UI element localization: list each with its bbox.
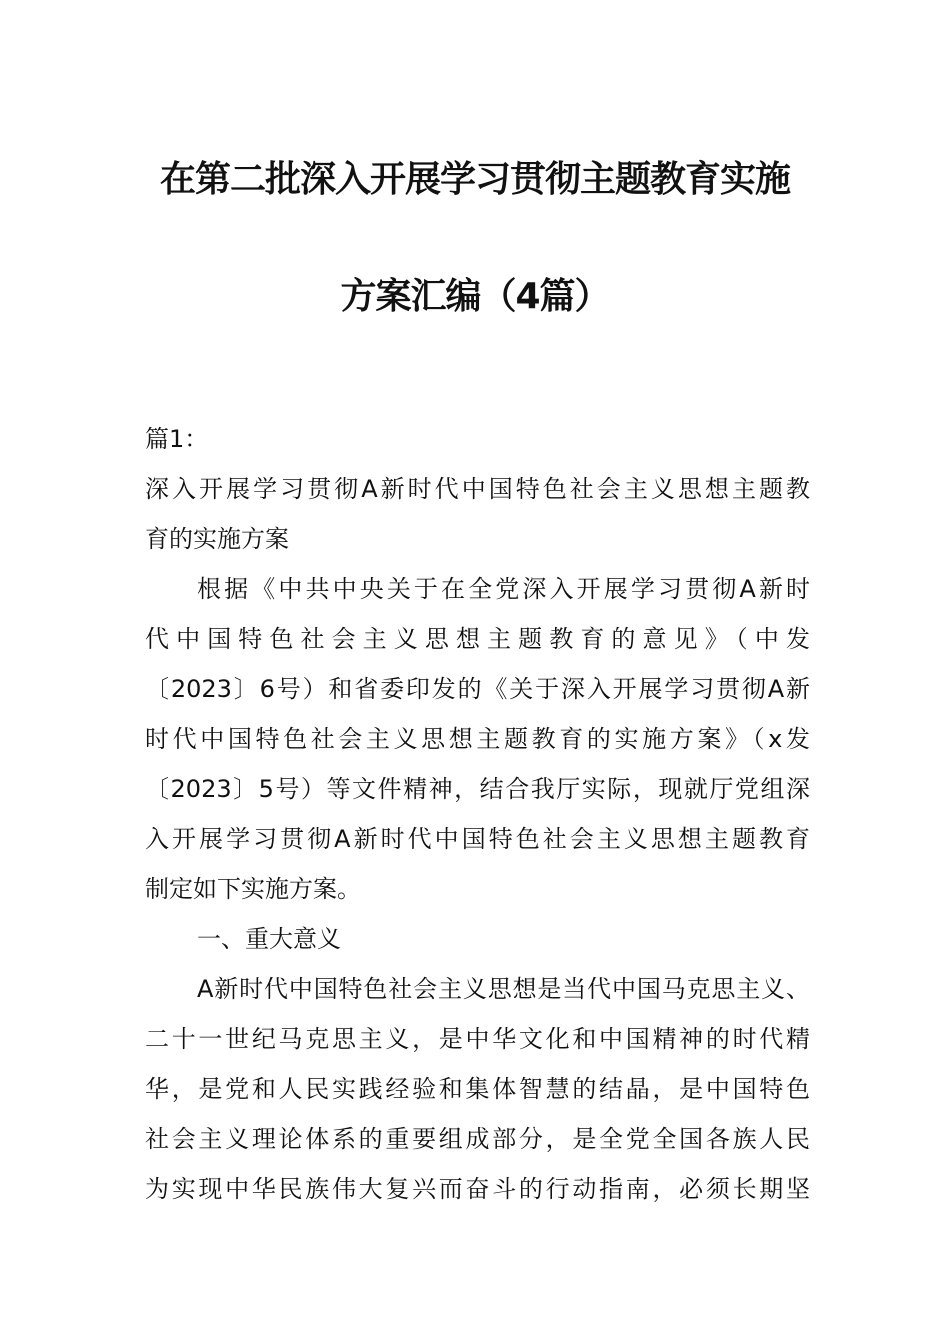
paragraph-line: 〔2023〕5号）等文件精神，结合我厅实际，现就厅党组深 (145, 775, 810, 803)
paragraph-line: 华，是党和人民实践经验和集体智慧的结晶，是中国特色 (145, 1075, 810, 1103)
paragraph-line: 为实现中华民族伟大复兴而奋斗的行动指南，必须长期坚 (145, 1175, 810, 1203)
paragraph-line: 〔2023〕6号）和省委印发的《关于深入开展学习贯彻A新 (145, 675, 810, 703)
paragraph-line: 二十一世纪马克思主义，是中华文化和中国精神的时代精 (145, 1025, 810, 1053)
paragraph-line: A新时代中国特色社会主义思想是当代中国马克思主义、 (197, 975, 810, 1003)
subtitle-line2: 育的实施方案 (145, 525, 289, 553)
section-label: 篇1： (145, 425, 209, 453)
subtitle-line1: 深入开展学习贯彻A新时代中国特色社会主义思想主题教 (145, 475, 810, 503)
document-title-line1: 在第二批深入开展学习贯彻主题教育实施 (159, 159, 790, 200)
paragraph-line: 社会主义理论体系的重要组成部分，是全党全国各族人民 (145, 1125, 810, 1153)
paragraph-line: 入开展学习贯彻A新时代中国特色社会主义思想主题教育 (145, 825, 810, 853)
section-heading: 一、重大意义 (197, 925, 341, 953)
paragraph-line: 代中国特色社会主义思想主题教育的意见》（中发 (145, 625, 810, 653)
paragraph-line: 根据《中共中央关于在全党深入开展学习贯彻A新时 (197, 575, 810, 603)
document-title-line2: 方案汇编（4篇） (340, 276, 610, 317)
paragraph-line: 时代中国特色社会主义思想主题教育的实施方案》（x发 (145, 725, 810, 753)
paragraph-line: 制定如下实施方案。 (145, 875, 361, 903)
document-body (145, 414, 810, 1214)
